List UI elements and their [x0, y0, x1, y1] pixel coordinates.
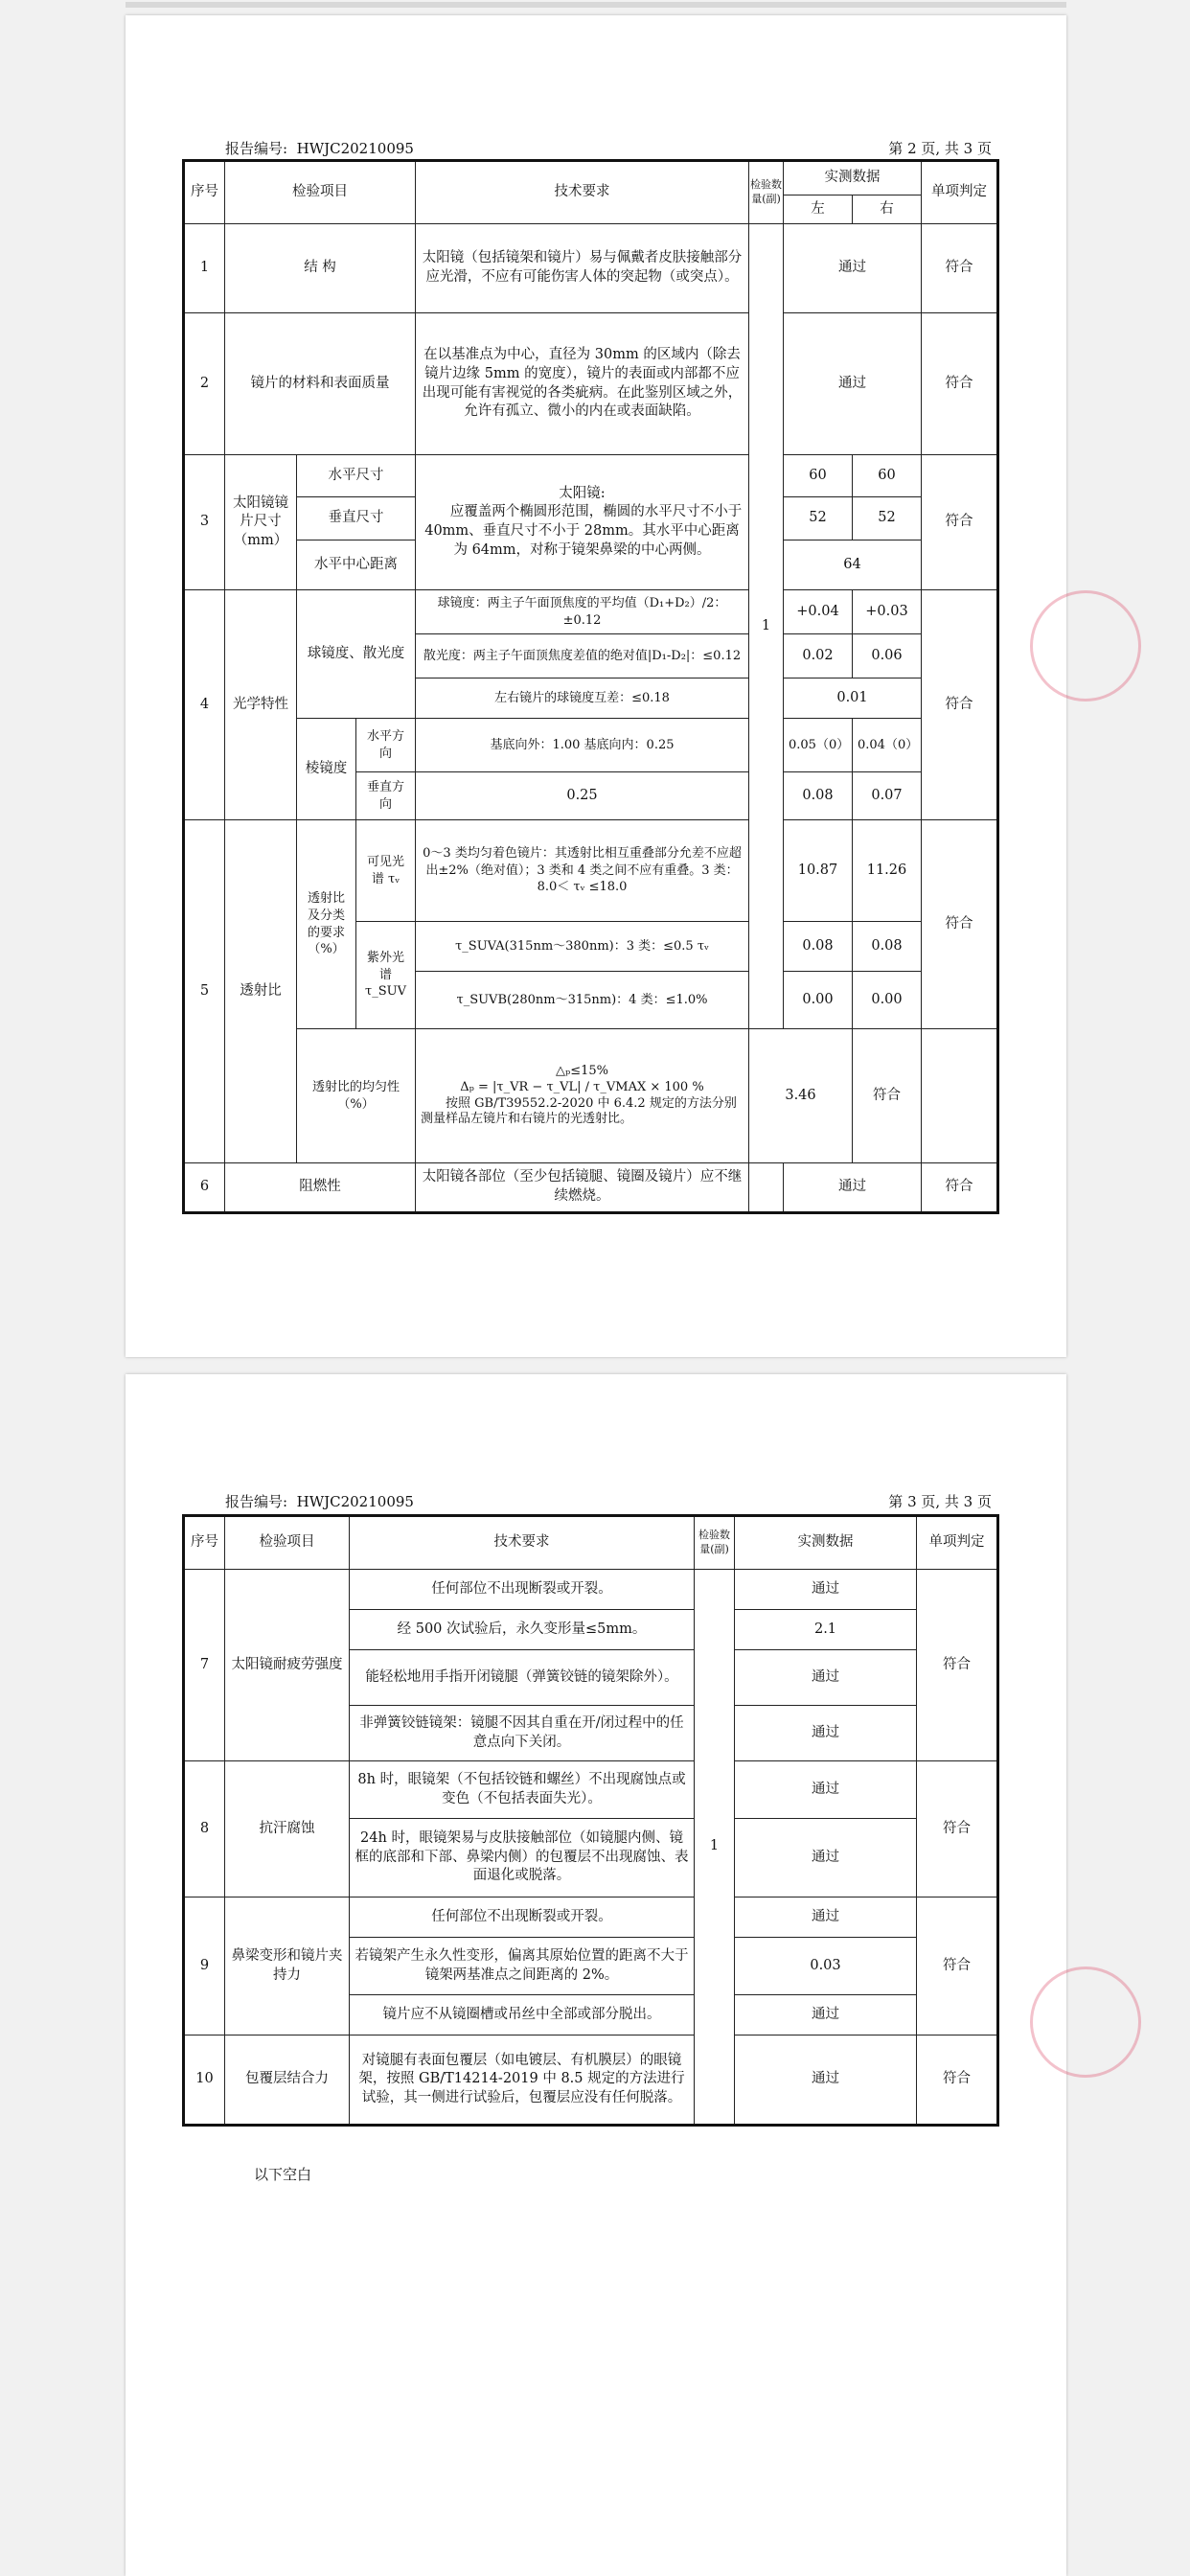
red-seal-stamp: [1021, 582, 1150, 710]
col-req: 技术要求: [350, 1516, 695, 1570]
table-row: 紫外光谱 τ_SUV τ_SUVA(315nm～380nm)：3 类：≤0.5 τᵥ 0.08 0.08: [184, 922, 998, 972]
report-page-3: [126, 1374, 1066, 2576]
col-item: 检验项目: [225, 161, 416, 224]
inspection-table-2: [182, 1514, 999, 2127]
table-row: 1 结 构 太阳镜（包括镜架和镜片）易与佩戴者皮肤接触部分应光滑，不应有可能伤害人体的突起物（或突点）。 1 通过 符合: [184, 224, 998, 313]
col-item: 检验项目: [225, 1516, 350, 1570]
qty-value: 1: [749, 224, 784, 1029]
table-row: 经 500 次试验后，永久变形量≤5mm。 2.1: [184, 1610, 998, 1650]
table-row: 24h 时，眼镜架易与皮肤接触部位（如镜腿内侧、镜框的底部和下部、鼻梁内侧）的包覆层不出现腐蚀、表面退化或脱落。 通过: [184, 1819, 998, 1898]
page-info: 第 2 页, 共 3 页: [888, 140, 992, 157]
table-row: 左右镜片的球镜度互差：≤0.18 0.01: [184, 678, 998, 719]
col-right: 右: [853, 196, 922, 224]
col-seq: 序号: [184, 161, 225, 224]
report-page-2: [126, 15, 1066, 1357]
table-row: 7 太阳镜耐疲劳强度 任何部位不出现断裂或开裂。 1 通过 符合: [184, 1570, 998, 1610]
table-row: 10 包覆层结合力 对镜腿有表面包覆层（如电镀层、有机膜层）的眼镜架，按照 GB/T14214-2019 中 8.5 规定的方法进行试验，其一侧进行试验后，包覆层应没有任何脱落。 通过 符合: [184, 2036, 998, 2126]
blank-note: 以下空白: [254, 2166, 312, 2183]
table-row: 透射比的均匀性（%） △ₚ≤15% Δₚ = |τ_VR − τ_VL| / τ_VMAX × 100 % 按照 GB/T39552.2-2020 中 6.4.2 规定的方法分别测量样品左镜片和右镜片的光透射比。 3.46 符合: [184, 1029, 998, 1163]
page-info: 第 3 页, 共 3 页: [888, 1493, 992, 1510]
report-number: 报告编号: HWJC20210095: [225, 1493, 414, 1510]
table-row: 4 光学特性 球镜度、散光度 球镜度：两主子午面顶焦度的平均值（D₁+D₂）/2：±0.12 +0.04 +0.03 符合: [184, 590, 998, 634]
col-qty: 检验数量(副): [749, 161, 784, 224]
table-row: 6 阻燃性 太阳镜各部位（至少包括镜腿、镜圈及镜片）应不继续燃烧。 通过 符合: [184, 1163, 998, 1213]
col-qty: 检验数量(副): [695, 1516, 735, 1570]
col-seq: 序号: [184, 1516, 225, 1570]
table-row: 5 透射比 透射比及分类的要求（%） 可见光谱 τᵥ 0～3 类均匀着色镜片：其透射比相互重叠部分允差不应超出±2%（绝对值）；3 类和 4 类之间不应有重叠。3 类：8.0＜ τᵥ ≤18.0 10.87 11.26 符合: [184, 820, 998, 922]
qty-value: 1: [695, 1570, 735, 2126]
table-row: 非弹簧铰链镜架：镜腿不因其自重在开/闭过程中的任意点向下关闭。 通过: [184, 1706, 998, 1761]
table-row: τ_SUVB(280nm～315nm)：4 类：≤1.0% 0.00 0.00: [184, 972, 998, 1029]
table-row: 能轻松地用手指开闭镜腿（弹簧铰链的镜架除外）。 通过: [184, 1650, 998, 1706]
table-row: 棱镜度 水平方向 基底向外：1.00 基底向内：0.25 0.05（0） 0.04（0）: [184, 719, 998, 772]
table-row: 2 镜片的材料和表面质量 在以基准点为中心，直径为 30mm 的区域内（除去镜片边缘 5mm 的宽度），镜片的表面或内部都不应出现可能有害视觉的各类疵病。在此鉴别区域之外，允许有孤立、微小的内在或表面缺陷。 通过 符合: [184, 313, 998, 455]
col-measured: 实测数据: [735, 1516, 917, 1570]
table-row: 垂直尺寸 52 52: [184, 497, 998, 540]
col-req: 技术要求: [416, 161, 749, 224]
table-row: 若镜架产生永久性变形，偏离其原始位置的距离不大于镜架两基准点之间距离的 2%。 0.03: [184, 1938, 998, 1995]
col-verdict: 单项判定: [917, 1516, 998, 1570]
table-row: 垂直方向 0.25 0.08 0.07: [184, 772, 998, 820]
table-row: 8 抗汗腐蚀 8h 时，眼镜架（不包括铰链和螺丝）不出现腐蚀点或变色（不包括表面失光）。 通过 符合: [184, 1761, 998, 1819]
col-left: 左: [784, 196, 853, 224]
table-row: 3 太阳镜镜片尺寸（mm） 水平尺寸 太阳镜: 应覆盖两个椭圆形范围，椭圆的水平尺寸不小于 40mm、垂直尺寸不小于 28mm。其水平中心距离为 64mm，对称于镜架鼻梁的中心两侧。 60 60 符合: [184, 455, 998, 497]
table-row: 散光度：两主子午面顶焦度差值的绝对值|D₁-D₂|：≤0.12 0.02 0.06: [184, 634, 998, 678]
col-verdict: 单项判定: [922, 161, 998, 224]
table-row: 9 鼻梁变形和镜片夹持力 任何部位不出现断裂或开裂。 通过 符合: [184, 1898, 998, 1938]
red-seal-stamp: [1021, 1958, 1150, 2086]
previous-page-edge: [126, 2, 1066, 8]
col-measured: 实测数据: [784, 161, 922, 196]
table-row: 水平中心距离 64: [184, 540, 998, 590]
inspection-table-1: [182, 159, 999, 1214]
report-number: 报告编号: HWJC20210095: [225, 140, 414, 157]
table-row: 镜片应不从镜圈槽或吊丝中全部或部分脱出。 通过: [184, 1995, 998, 2036]
